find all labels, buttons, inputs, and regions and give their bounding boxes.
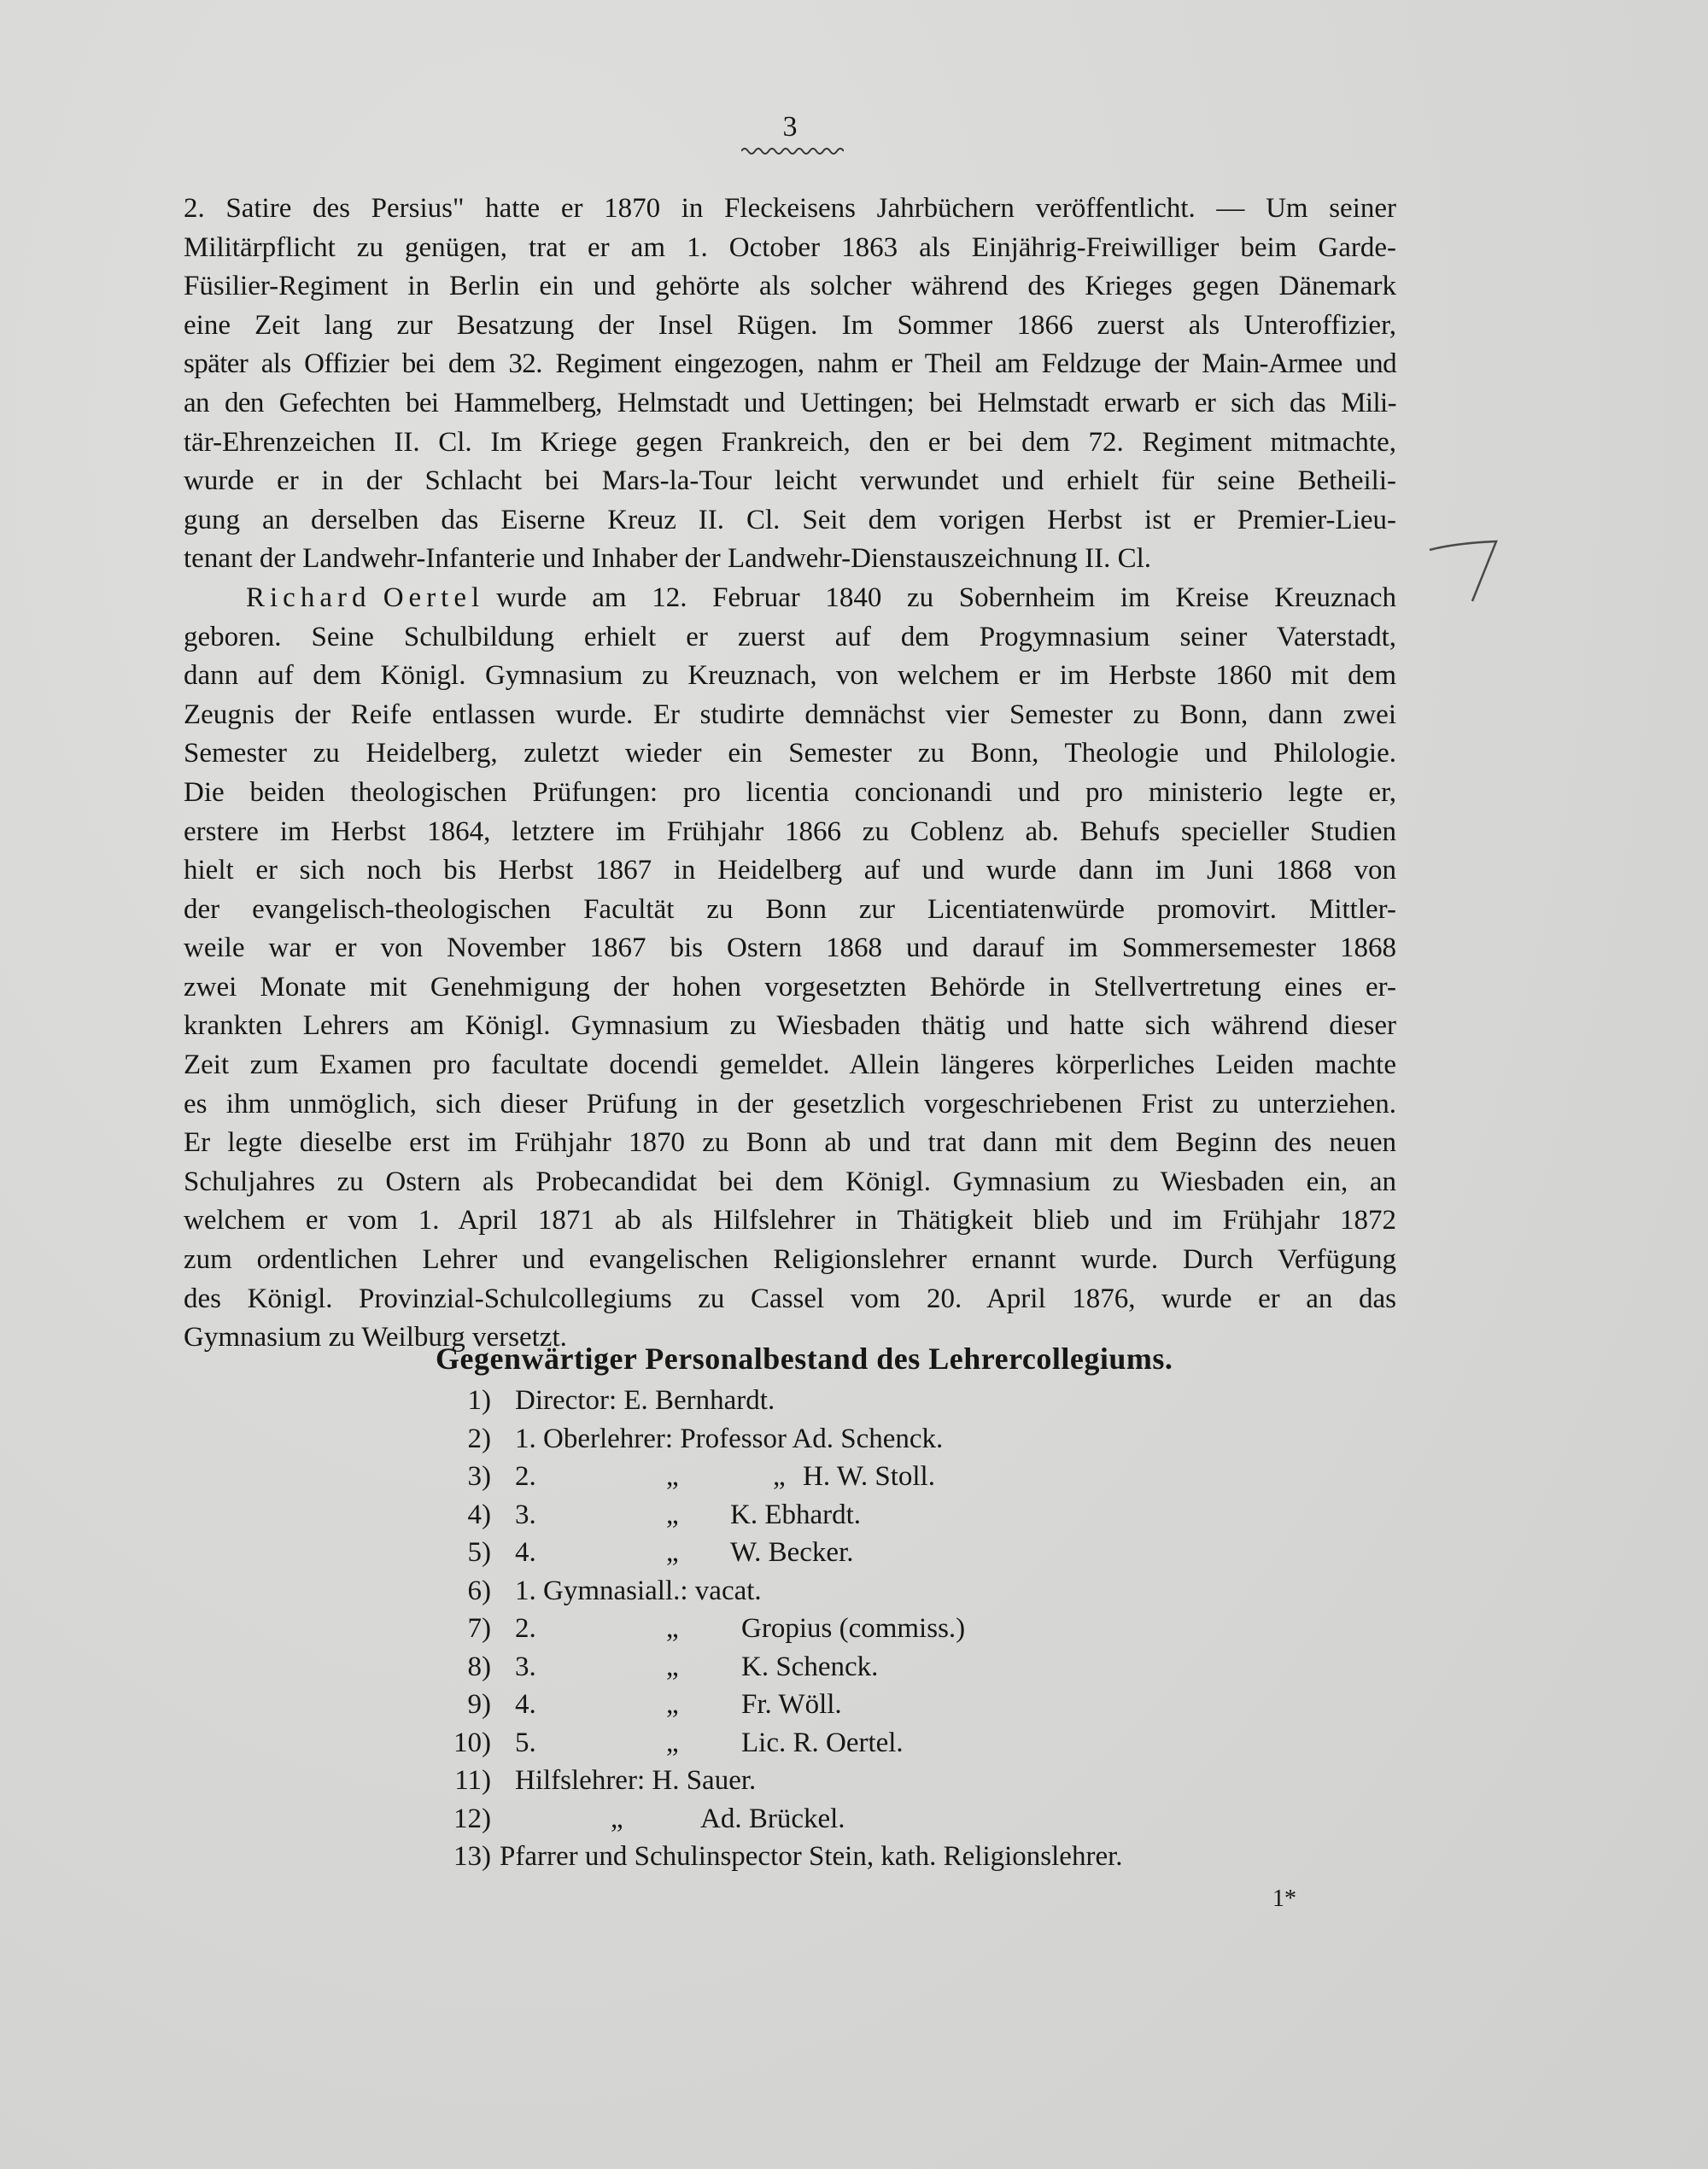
text-line: es ihm unmöglich, sich dieser Prüfung in der gesetzlich vorgeschriebenen Frist zu unterziehen.	[184, 1088, 1396, 1120]
item-number: 3)	[467, 1461, 491, 1492]
text-line: zwei Monate mit Genehmigung der hohen vorgesetzten Behörde in Stellvertretung eines er-	[184, 971, 1396, 1003]
biography-text	[184, 190, 1396, 1358]
text-line: weile war er von November 1867 bis Ostern 1868 und darauf im Sommersemester 1868	[184, 932, 1396, 964]
text-line: Semester zu Heidelberg, zuletzt wieder ein Semester zu Bonn, Theologie und Philologie.	[184, 738, 1396, 769]
staff-heading: Gegenwärtiger Personalbestand des Lehrercollegiums.	[436, 1342, 1173, 1376]
text-line: an den Gefechten bei Hammelberg, Helmstadt und Uettingen; bei Helmstadt erwarb er sich das Mili-	[184, 387, 1396, 418]
item-number: 12)	[453, 1803, 491, 1834]
item-text: Director: E. Bernhardt.	[515, 1385, 775, 1416]
ditto-mark: „	[666, 1651, 679, 1682]
ditto-mark: „	[666, 1689, 679, 1720]
text-line: Zeit zum Examen pro facultate docendi gemeldet. Allein längeres körperliches Leiden machte	[184, 1049, 1396, 1081]
text-line: Gymnasium zu Weilburg versetzt.	[184, 1322, 567, 1353]
list-item	[0, 1382, 1708, 1420]
text-line: wurde er in der Schlacht bei Mars-la-Tour leicht verwundet und erhielt für seine Betheili-	[184, 465, 1396, 497]
item-number: 8)	[467, 1651, 491, 1682]
text-line: des Königl. Provinzial-Schulcollegiums zu Cassel vom 20. April 1876, wurde er an das	[184, 1283, 1396, 1314]
item-number: 4)	[467, 1499, 491, 1530]
ditto-mark: „	[773, 1461, 786, 1492]
ditto-mark: „	[611, 1803, 623, 1834]
text-line-rest: wurde am 12. Februar 1840 zu Sobernheim im Kreise Kreuznach	[496, 582, 1396, 613]
text-line: geboren. Seine Schulbildung erhielt er zuerst auf dem Progymnasium seiner Vaterstadt,	[184, 621, 1396, 652]
list-item	[0, 1458, 1708, 1496]
item-text: 1. Gymnasiall.: vacat.	[515, 1575, 762, 1606]
list-item	[0, 1838, 1708, 1876]
page-number: 3	[782, 111, 798, 143]
item-number: 7)	[467, 1613, 491, 1644]
item-text: Pfarrer und Schulinspector Stein, kath. Religionslehrer.	[500, 1841, 1123, 1872]
list-item	[0, 1648, 1708, 1687]
text-line: tär-Ehrenzeichen II. Cl. Im Kriege gegen Frankreich, den er bei dem 72. Regiment mitmachte,	[184, 426, 1396, 458]
item-rank: 4.	[515, 1537, 536, 1568]
list-item	[0, 1686, 1708, 1724]
text-line: erstere im Herbst 1864, letztere im Frühjahr 1866 zu Coblenz ab. Behufs specieller Studien	[184, 816, 1396, 847]
ditto-mark: „	[666, 1613, 679, 1644]
list-item	[0, 1534, 1708, 1572]
text-line	[184, 579, 1396, 618]
item-number: 5)	[467, 1537, 491, 1568]
list-item	[0, 1800, 1708, 1839]
item-name: Fr. Wöll.	[741, 1689, 842, 1720]
item-name: Ad. Brückel.	[700, 1803, 845, 1834]
item-rank: 3.	[515, 1651, 536, 1682]
text-line: dann auf dem Königl. Gymnasium zu Kreuznach, von welchem er im Herbste 1860 mit dem	[184, 660, 1396, 692]
item-name: Gropius (commiss.)	[741, 1613, 966, 1644]
text-line: krankten Lehrers am Königl. Gymnasium zu Wiesbaden thätig und hatte sich während dieser	[184, 1010, 1396, 1042]
item-number: 6)	[467, 1575, 491, 1606]
list-item	[0, 1724, 1708, 1763]
signature-mark: 1*	[1272, 1885, 1296, 1912]
ditto-mark: „	[666, 1537, 679, 1568]
item-text: 1. Oberlehrer: Professor Ad. Schenck.	[515, 1423, 944, 1454]
item-name: K. Ebhardt.	[730, 1499, 862, 1530]
item-number: 9)	[467, 1689, 491, 1720]
text-line: 2. Satire des Persius" hatte er 1870 in Fleckeisens Jahrbüchern veröffentlicht. — Um seiner	[184, 193, 1396, 224]
item-rank: 5.	[515, 1727, 536, 1758]
item-number: 1)	[467, 1385, 491, 1416]
text-line: später als Offizier bei dem 32. Regiment eingezogen, nahm er Theil am Feldzuge der Main-Armee und	[184, 348, 1396, 380]
item-number: 2)	[467, 1423, 491, 1454]
text-line: Schuljahres zu Ostern als Probecandidat bei dem Königl. Gymnasium zu Wiesbaden ein, an	[184, 1166, 1396, 1197]
item-name: K. Schenck.	[741, 1651, 879, 1682]
handwritten-margin-note	[1426, 538, 1503, 606]
text-line: Füsilier-Regiment in Berlin ein und gehörte als solcher während des Krieges gegen Dänemark	[184, 271, 1396, 302]
list-item	[0, 1572, 1708, 1611]
text-line: Zeugnis der Reife entlassen wurde. Er studirte demnächst vier Semester zu Bonn, dann zwei	[184, 699, 1396, 730]
staff-list	[0, 1382, 1708, 1876]
text-line: Die beiden theologischen Prüfungen: pro licentia concionandi und pro ministerio legte er,	[184, 776, 1396, 808]
text-line: zum ordentlichen Lehrer und evangelischen Religionslehrer ernannt wurde. Durch Verfügung	[184, 1244, 1396, 1276]
item-number: 10)	[453, 1727, 491, 1758]
text-line: hielt er sich noch bis Herbst 1867 in Heidelberg auf und wurde dann im Juni 1868 von	[184, 855, 1396, 886]
text-line: welchem er vom 1. April 1871 ab als Hilfslehrer in Thätigkeit blieb und im Frühjahr 1872	[184, 1205, 1396, 1237]
text-line: der evangelisch-theologischen Facultät zu Bonn zur Licentiatenwürde promovirt. Mittler-	[184, 893, 1396, 925]
item-name: H. W. Stoll.	[803, 1461, 935, 1492]
item-name: W. Becker.	[730, 1537, 854, 1568]
person-name: Richard Oertel	[246, 582, 485, 613]
text-line: tenant der Landwehr-Infanterie und Inhaber der Landwehr-Dienstauszeichnung II. Cl.	[184, 543, 1152, 575]
list-item	[0, 1420, 1708, 1459]
ditto-mark: „	[666, 1727, 679, 1758]
item-text: Hilfslehrer: H. Sauer.	[515, 1765, 757, 1796]
text-line: Er legte dieselbe erst im Frühjahr 1870 zu Bonn ab und trat dann mit dem Beginn des neuen	[184, 1127, 1396, 1159]
item-number: 13)	[453, 1841, 491, 1872]
item-rank: 4.	[515, 1689, 536, 1720]
list-item	[0, 1610, 1708, 1648]
ditto-mark: „	[666, 1499, 679, 1530]
item-name: Lic. R. Oertel.	[741, 1727, 904, 1758]
list-item	[0, 1496, 1708, 1535]
text-line: Militärpflicht zu genügen, trat er am 1. October 1863 als Einjährig-Freiwilliger beim Garde-	[184, 231, 1396, 263]
list-item	[0, 1762, 1708, 1800]
ditto-mark: „	[666, 1461, 679, 1492]
ornament-wave	[741, 145, 844, 157]
item-rank: 2.	[515, 1613, 536, 1644]
item-rank: 3.	[515, 1499, 536, 1530]
text-line: gung an derselben das Eiserne Kreuz II. Cl. Seit dem vorigen Herbst ist er Premier-Lieu-	[184, 504, 1396, 535]
text-line: eine Zeit lang zur Besatzung der Insel Rügen. Im Sommer 1866 zuerst als Unteroffizier,	[184, 309, 1396, 341]
item-rank: 2.	[515, 1461, 536, 1492]
item-number: 11)	[454, 1765, 491, 1796]
